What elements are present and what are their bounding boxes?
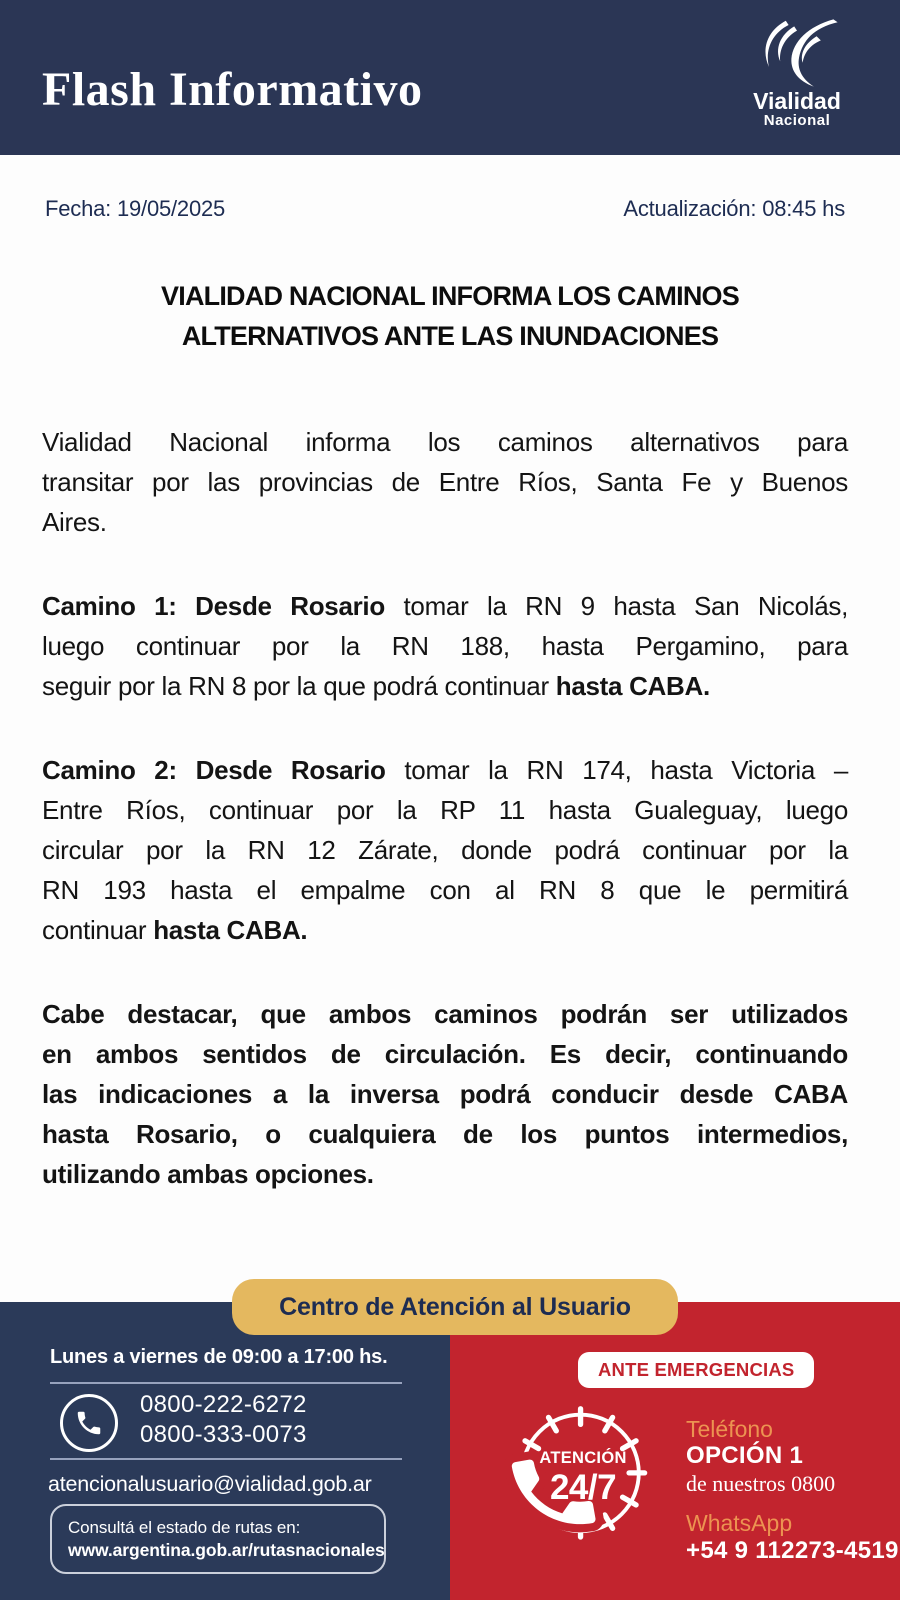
bold-text-segment: Camino 2: Desde Rosario xyxy=(42,755,386,785)
divider xyxy=(50,1458,402,1460)
attention-24-7-label xyxy=(513,1450,653,1505)
logo-text-nacional: Nacional xyxy=(763,112,831,129)
article-title xyxy=(60,276,840,356)
bold-text-segment: hasta CABA. xyxy=(153,915,308,945)
text-segment: tomar la RN 9 hasta San Nicolás, xyxy=(384,591,848,621)
emergency-contact-info xyxy=(686,1416,899,1564)
text-line xyxy=(42,910,848,950)
text-line xyxy=(42,626,848,666)
text-segment: seguir por la RN 8 por la que podrá continuar xyxy=(42,671,556,701)
text-line xyxy=(42,502,848,542)
phone-numbers xyxy=(140,1390,307,1450)
article-body xyxy=(42,422,848,1194)
divider xyxy=(50,1382,402,1384)
phone-label: Teléfono xyxy=(686,1416,773,1442)
phone-icon xyxy=(60,1394,118,1452)
text-line xyxy=(42,1154,848,1194)
footer xyxy=(0,1302,900,1600)
page-title: Flash Informativo xyxy=(42,63,423,116)
text-segment: tomar la RN 174, hasta Victoria – xyxy=(385,755,848,785)
bold-text-segment: hasta CABA. xyxy=(555,671,710,701)
text-line xyxy=(42,994,848,1034)
road-swoosh-icon xyxy=(749,18,845,88)
update-label: Actualización: 08:45 hs xyxy=(623,196,845,221)
whatsapp-label: WhatsApp xyxy=(686,1510,793,1537)
attention-24-7: 24/7 xyxy=(549,1467,617,1507)
meta-row xyxy=(45,196,845,222)
emergency-badge: ANTE EMERGENCIAS xyxy=(578,1352,814,1388)
routes-status-box xyxy=(50,1504,386,1574)
office-hours: Lunes a viernes de 09:00 a 17:00 hs. xyxy=(50,1346,388,1368)
bold-text-segment: utilizando ambas opciones. xyxy=(42,1159,374,1189)
logo-text-vialidad: Vialidad xyxy=(753,88,841,114)
header-banner xyxy=(0,0,900,155)
phone-number-1: 0800-222-6272 xyxy=(140,1391,307,1418)
article-title-line1: VIALIDAD NACIONAL INFORMA LOS CAMINOS xyxy=(161,281,739,311)
phone-option-sub: de nuestros 0800 xyxy=(686,1471,836,1497)
paragraph-intro xyxy=(42,422,848,542)
text-segment: Vialidad Nacional informa los caminos alternativos para xyxy=(42,427,848,457)
phone-number-2: 0800-333-0073 xyxy=(140,1421,307,1448)
text-line xyxy=(42,1114,848,1154)
date-label: Fecha: 19/05/2025 xyxy=(45,196,226,221)
bold-text-segment: Cabe destacar, que ambos caminos podrán ser utilizados xyxy=(42,999,848,1029)
text-line xyxy=(42,1074,848,1114)
text-line xyxy=(42,1034,848,1074)
text-segment: Aires. xyxy=(42,507,107,537)
bold-text-segment: en ambos sentidos de circulación. Es decir, continuando xyxy=(42,1039,848,1069)
paragraph-note xyxy=(42,994,848,1194)
whatsapp-number: +54 9 112273-4519 xyxy=(686,1536,899,1564)
routes-status-caption: Consultá el estado de rutas en: xyxy=(68,1518,301,1537)
text-line xyxy=(42,830,848,870)
text-segment: luego continuar por la RN 188, hasta Pergamino, para xyxy=(42,631,848,661)
footer-section-pill: Centro de Atención al Usuario xyxy=(232,1279,678,1335)
text-line xyxy=(42,666,848,706)
article-title-line2: ALTERNATIVOS ANTE LAS INUNDACIONES xyxy=(181,321,719,351)
text-line xyxy=(42,870,848,910)
text-line xyxy=(42,750,848,790)
text-segment: circular por la RN 12 Zárate, donde podrá continuar por la xyxy=(42,835,848,865)
routes-status-url-link[interactable]: www.argentina.gob.ar/rutasnacionales xyxy=(68,1540,385,1560)
text-segment: Entre Ríos, continuar por la RP 11 hasta Gualeguay, luego xyxy=(42,795,848,825)
text-line xyxy=(42,462,848,502)
vialidad-nacional-logo xyxy=(730,18,864,130)
paragraph-camino-1 xyxy=(42,586,848,706)
attention-word: ATENCIÓN xyxy=(539,1449,627,1467)
bold-text-segment: hasta Rosario, o cualquiera de los puntos intermedios, xyxy=(42,1119,848,1149)
emergency-panel xyxy=(450,1302,900,1600)
paragraph-camino-2 xyxy=(42,750,848,950)
text-line xyxy=(42,790,848,830)
phone-option: OPCIÓN 1 xyxy=(686,1442,804,1470)
text-segment: RN 193 hasta el empalme con al RN 8 que le permitirá xyxy=(42,875,848,905)
bold-text-segment: las indicaciones a la inversa podrá conducir desde CABA xyxy=(42,1079,848,1109)
contact-panel xyxy=(0,1302,450,1600)
contact-email-link[interactable]: atencionalusuario@vialidad.gob.ar xyxy=(48,1472,372,1496)
text-line xyxy=(42,586,848,626)
text-segment: transitar por las provincias de Entre Ríos, Santa Fe y Buenos xyxy=(42,467,848,497)
text-segment: continuar xyxy=(42,915,154,945)
text-line xyxy=(42,422,848,462)
bold-text-segment: Camino 1: Desde Rosario xyxy=(42,591,385,621)
